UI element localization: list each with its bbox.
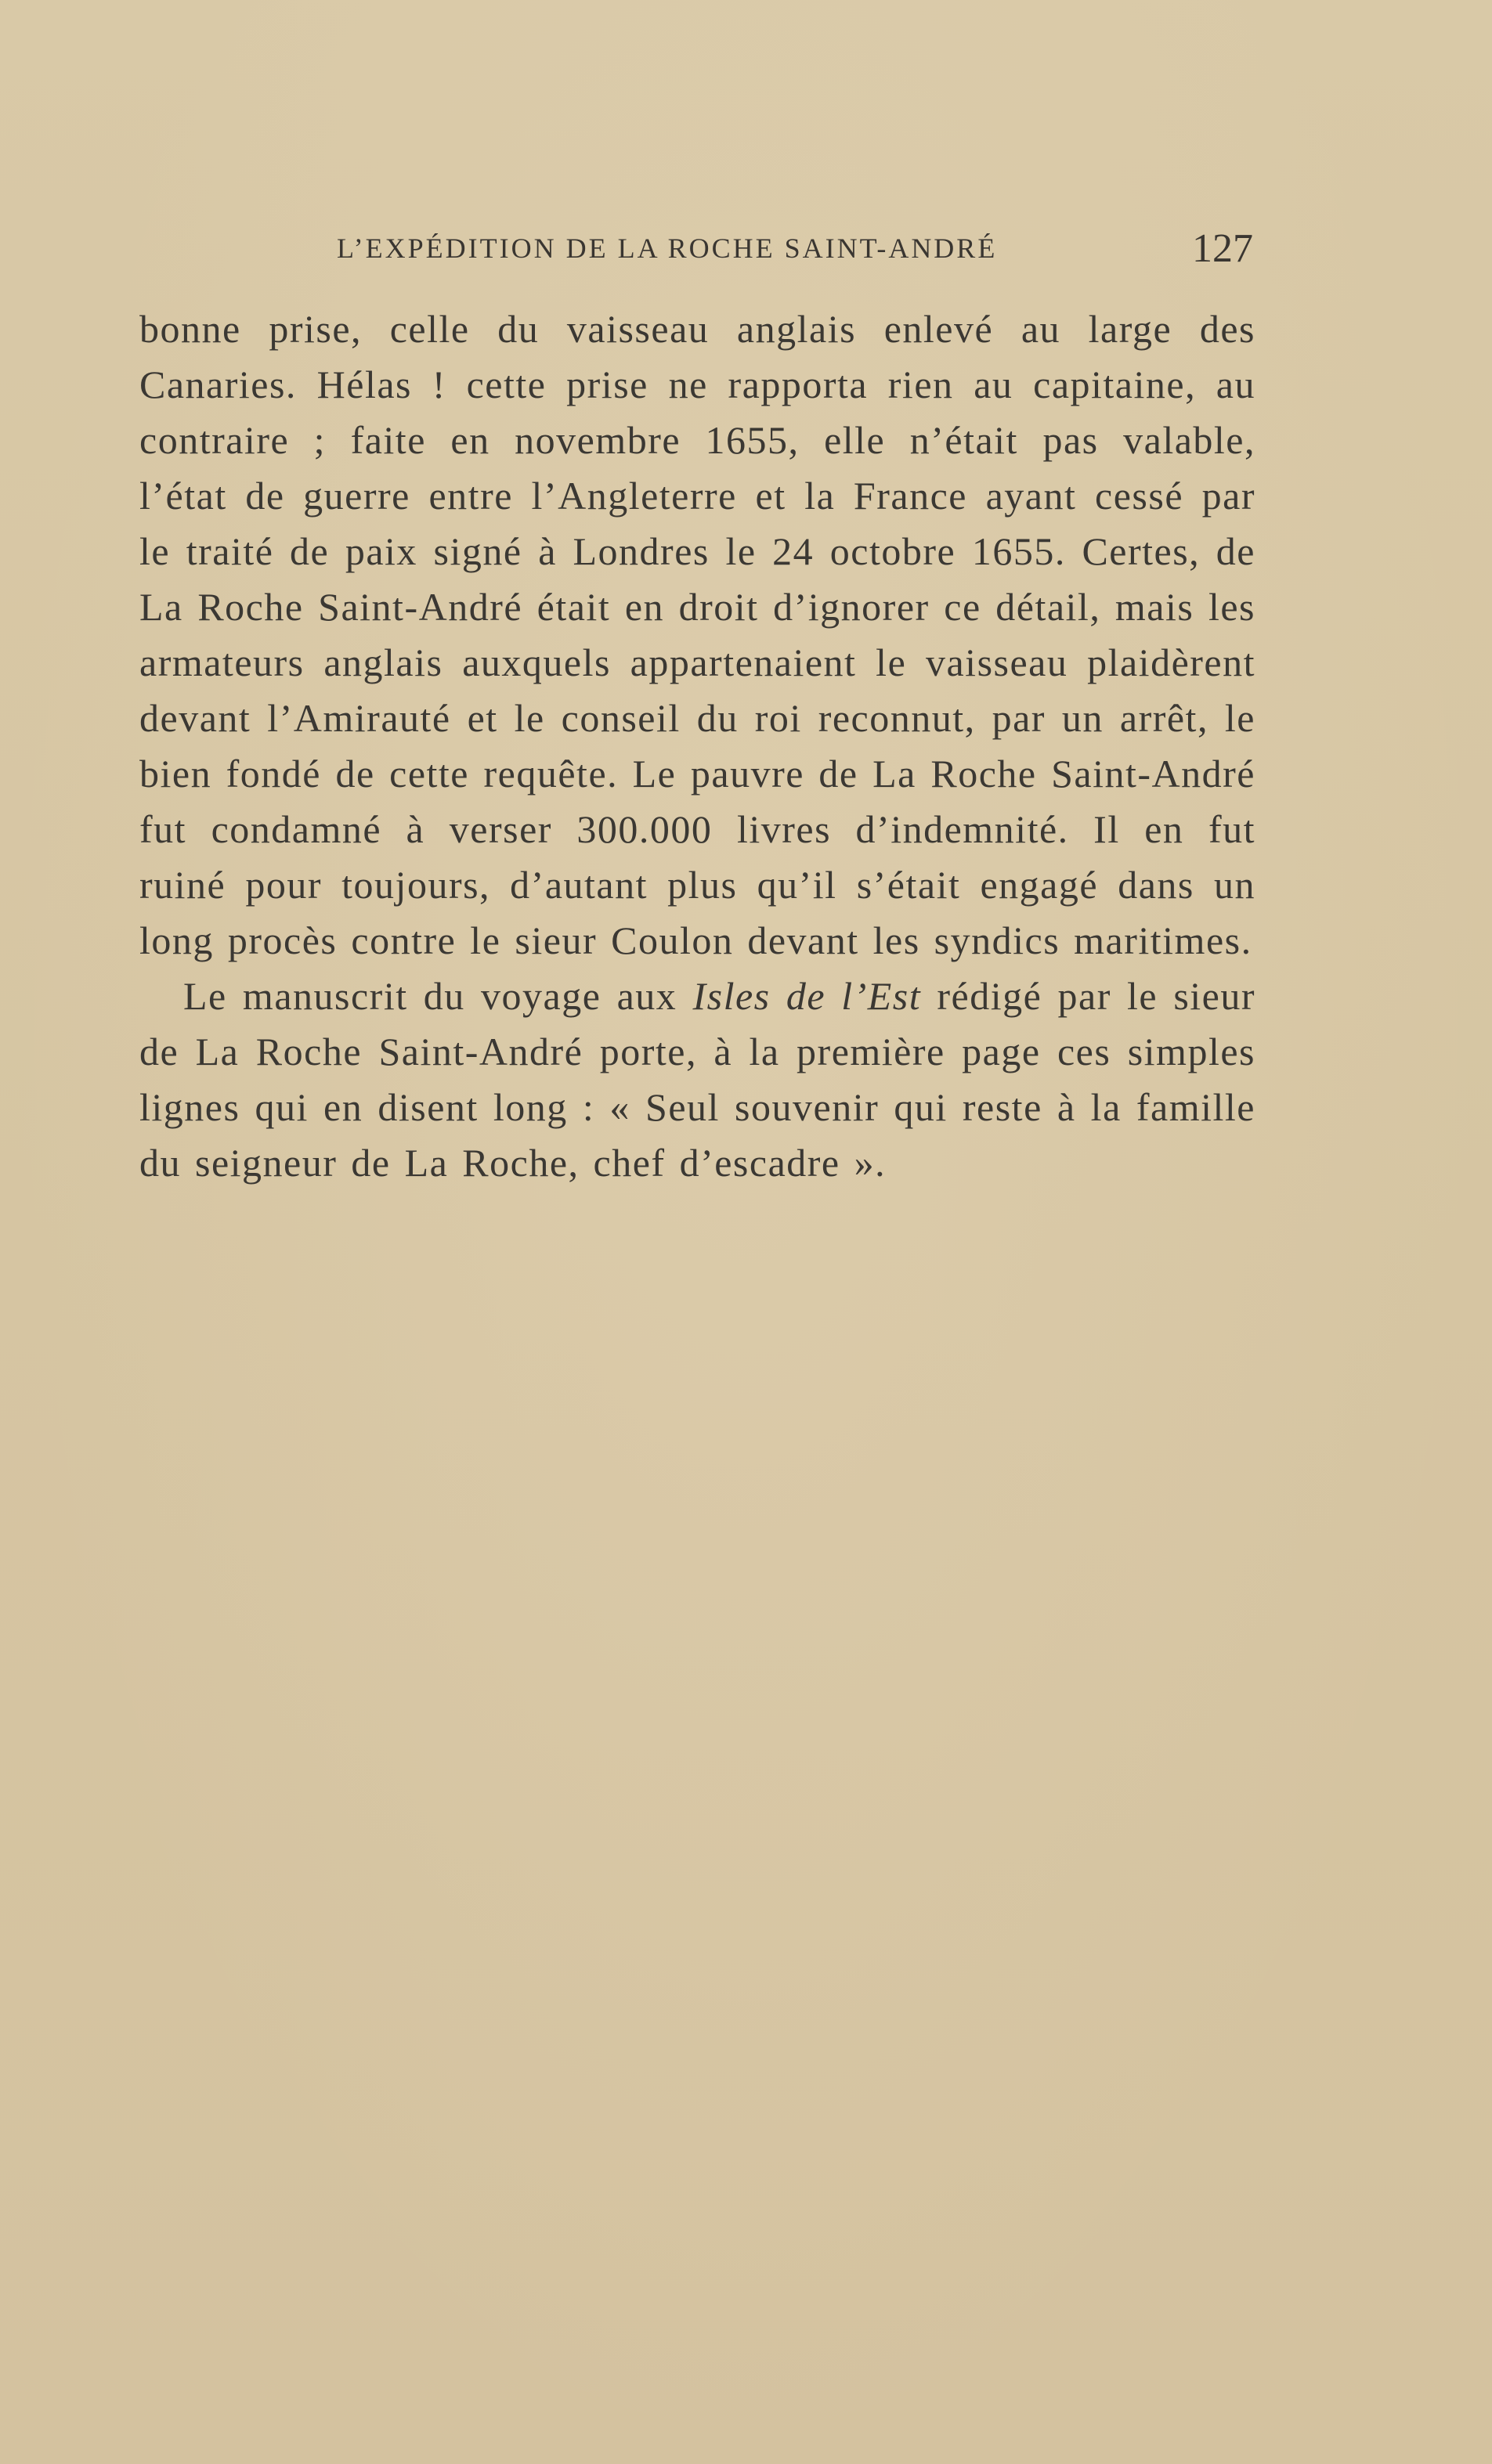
running-title: L’EXPÉDITION DE LA ROCHE SAINT-ANDRÉ	[337, 233, 998, 264]
page-number: 127	[1192, 226, 1253, 271]
paragraph-2-start: Le manuscrit du voyage aux	[183, 974, 693, 1018]
running-head	[141, 225, 1253, 280]
paragraph-2	[139, 969, 1255, 1191]
paragraph-2-italic-title: Isles de l’Est	[692, 974, 922, 1018]
paragraph-2-end: rédigé par le sieur de La Roche Saint-André porte, à la première page ces simples lignes qui en disent long : « Seul souvenir qui reste à la famille du seigneur de La Roche, chef d’escadre ».	[139, 974, 1256, 1185]
body-text	[139, 301, 1255, 1191]
paragraph-1: bonne prise, celle du vaisseau anglais enlevé au large des Canaries. Hélas ! cette prise ne rapporta rien au capitaine, au contraire ; faite en novembre 1655, elle n’était pas valable, l’état de guerre entre l’Angleterre et la France ayant cessé par le traité de paix signé à Londres le 24 octobre 1655. Certes, de La Roche Saint-André était en droit d’ignorer ce détail, mais les armateurs anglais auxquels appartenaient le vaisseau plaidèrent devant l’Amirauté et le conseil du roi reconnut, par un arrêt, le bien fondé de cette requête. Le pauvre de La Roche Saint-André fut condamné à verser 300.000 livres d’indemnité. Il en fut ruiné pour toujours, d’autant plus qu’il s’était engagé dans un long procès contre le sieur Coulon devant les syndics maritimes.	[139, 307, 1255, 962]
